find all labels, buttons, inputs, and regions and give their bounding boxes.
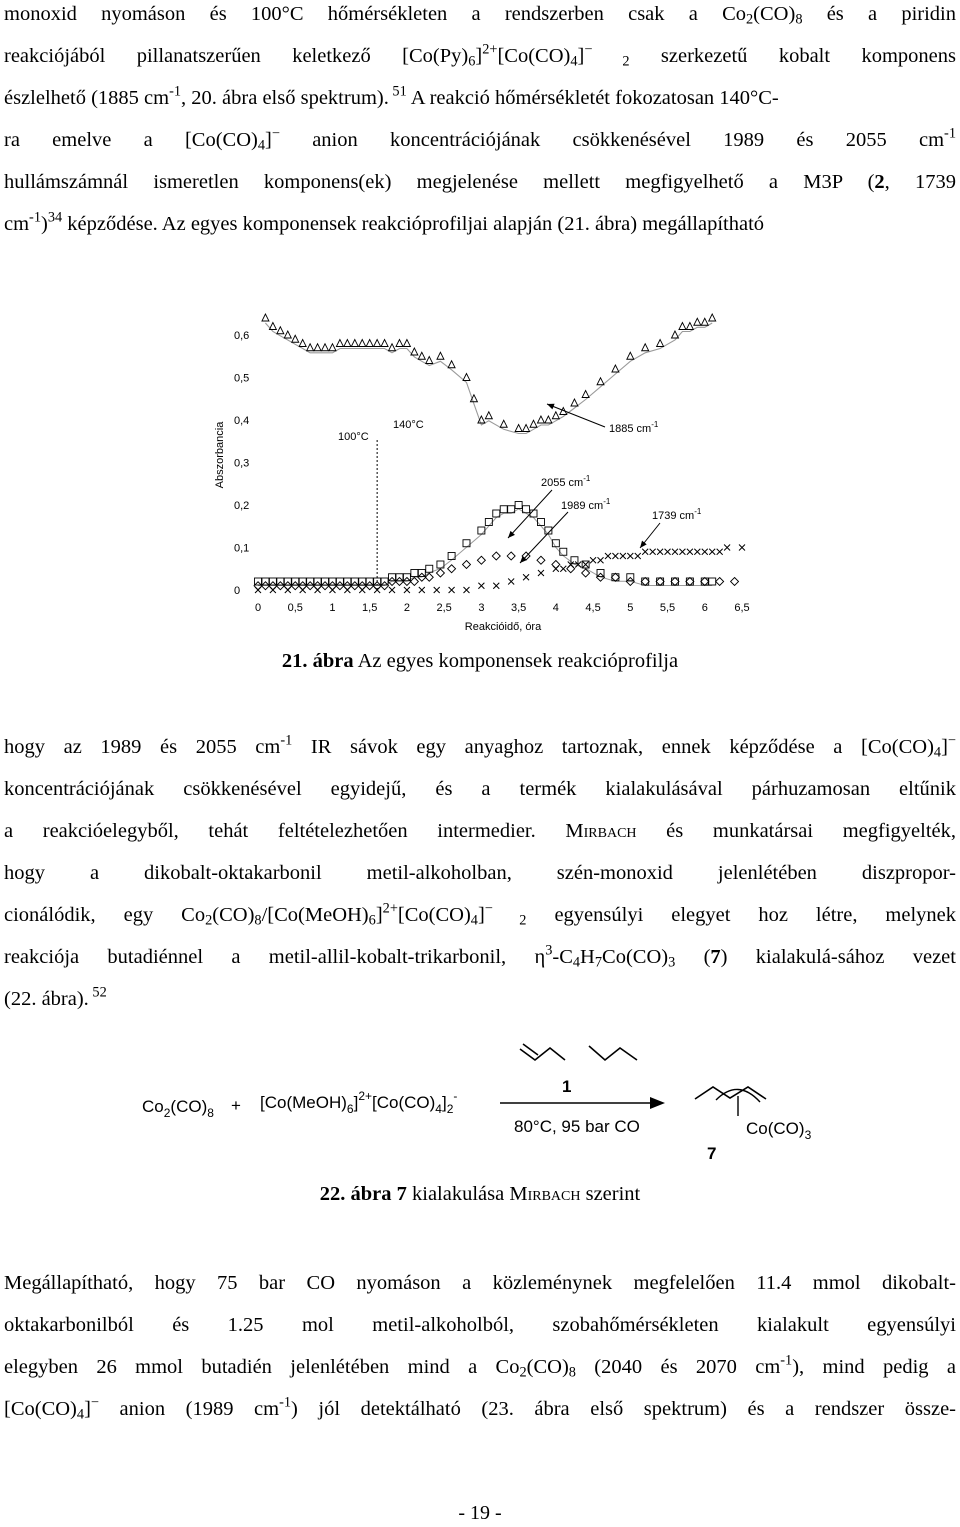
text: − — [584, 41, 593, 58]
data-point-triangle — [537, 416, 544, 423]
text: -1 — [944, 125, 956, 142]
x-tick-label: 0 — [254, 602, 262, 614]
data-point-x — [665, 549, 671, 555]
text: 4 — [470, 912, 478, 929]
text: 6 — [468, 53, 476, 70]
x-tick-label: 1,5 — [362, 602, 378, 614]
data-point-triangle — [552, 412, 559, 419]
data-point-triangle — [284, 331, 291, 338]
bottom-line-2 — [4, 1304, 956, 1346]
data-point-triangle — [571, 399, 578, 406]
text: elegyben 26 mmol butadién jelenlétében mind a Co — [4, 1356, 520, 1378]
x-tick-label: 6 — [701, 602, 708, 614]
text: ) kialakulá-sához vezet — [720, 946, 956, 968]
data-point-square — [709, 578, 716, 585]
text: (CO) — [526, 1356, 569, 1378]
middle-paragraph — [4, 726, 956, 1020]
chart-plot-area — [214, 314, 750, 633]
data-point-x — [739, 545, 745, 551]
data-point-x — [642, 549, 648, 555]
text: -1 — [279, 1394, 292, 1411]
text: 2+ — [482, 41, 498, 58]
data-point-triangle — [336, 340, 343, 347]
data-point-triangle — [597, 378, 604, 385]
data-point-triangle — [463, 374, 470, 381]
text: képződése. Az egyes komponensek reakcióprofiljai alapján (21. ábra) megállapítható — [62, 213, 765, 235]
scheme-plus: + — [231, 1096, 241, 1115]
data-point-x — [687, 549, 693, 555]
bottom-line-3 — [4, 1346, 956, 1388]
series-1885-trend-line — [265, 323, 712, 434]
text: ] — [577, 45, 585, 67]
text: [Co(CO) — [497, 45, 571, 67]
data-point-x — [508, 579, 514, 585]
text: ] — [477, 904, 485, 926]
text: -1 — [780, 1352, 793, 1369]
text: hullámszámnál ismeretlen komponens(ek) megjelenése mellett megfigyelhető a M3P ( — [4, 171, 875, 193]
data-point-x — [590, 557, 596, 563]
data-point-triangle — [374, 340, 381, 347]
annotation-140c: 140°C — [393, 419, 424, 431]
data-point-triangle — [292, 335, 299, 342]
data-point-triangle — [396, 340, 403, 347]
text: reakciója butadiénnel a metil-allil-kobalt-trikarbonil, η — [4, 946, 546, 968]
arrow-head — [650, 1097, 665, 1109]
text: ) — [41, 213, 48, 235]
data-point-square — [657, 578, 664, 585]
data-point-x — [702, 549, 708, 555]
data-point-triangle — [426, 357, 433, 364]
text: (2040 és 2070 cm — [575, 1356, 781, 1378]
data-point-x — [583, 562, 589, 568]
annotation-1885: 1885 $cm^{-1}$ — [609, 420, 659, 435]
text: hogy a dikobalt-oktakarbonil metil-alkoholban, szén-monoxid jelenlétében diszpropor- — [4, 862, 956, 884]
data-point-square — [426, 565, 433, 572]
data-point-diamond — [552, 561, 560, 569]
mid-line-5 — [4, 894, 956, 936]
data-point-triangle — [709, 314, 716, 321]
scheme-reactant-salt: $[Co(MeOH)_6]^{2+}[Co(CO)_4]_2^-$ — [260, 1089, 458, 1116]
data-point-square — [515, 502, 522, 509]
y-axis-label: Abszorbancia — [214, 421, 226, 489]
annotation-2055: 2055 $cm^{-1}$ — [541, 474, 591, 489]
data-point-x — [605, 553, 611, 559]
text: /[Co(MeOH) — [261, 904, 369, 926]
x-tick-label: 5 — [627, 602, 634, 614]
data-point-triangle — [403, 340, 410, 347]
data-point-x — [620, 553, 626, 559]
data-point-triangle — [314, 344, 321, 351]
caption-text: Az egyes komponensek reakcióprofilja — [353, 650, 679, 672]
data-point-triangle — [329, 344, 336, 351]
mid-line-1 — [4, 726, 956, 768]
data-point-x — [694, 549, 700, 555]
text: cionálódik, egy Co — [4, 904, 206, 926]
mid-line-7 — [4, 978, 956, 1020]
text: − — [90, 1394, 99, 1411]
text: 6 — [368, 912, 376, 929]
y-tick-label: 0,3 — [234, 457, 250, 470]
data-point-x — [598, 557, 604, 563]
data-point-triangle — [366, 340, 373, 347]
text: ra emelve a [Co(CO) — [4, 129, 258, 151]
data-point-triangle — [344, 340, 351, 347]
data-point-x — [419, 587, 425, 593]
text: 4 — [76, 1406, 85, 1423]
data-point-diamond — [671, 578, 679, 586]
text: anion koncentrációjának csökkenésével 1989 és 2055 cm — [279, 129, 945, 151]
data-point-triangle — [523, 425, 530, 432]
data-point-x — [300, 587, 306, 593]
text: , 20. ábra első spektrum). — [181, 87, 389, 109]
data-point-triangle — [485, 412, 492, 419]
x-tick-label: 3 — [478, 602, 485, 614]
butadiene-structure-2 — [589, 1046, 637, 1060]
page-number: - 19 - — [458, 1502, 502, 1524]
text: ] — [375, 904, 383, 926]
data-point-triangle — [351, 340, 358, 347]
text: Megállapítható, hogy 75 bar CO nyomáson a közleménynek megfelelően 11.4 mmol dikobalt- — [4, 1272, 956, 1294]
text: -1 — [29, 209, 41, 226]
data-point-square — [411, 570, 418, 577]
data-point-square — [560, 548, 567, 555]
y-tick-label: 0,5 — [234, 372, 250, 385]
mid-line-3 — [4, 810, 956, 852]
data-point-x — [724, 545, 730, 551]
data-point-diamond — [448, 565, 456, 573]
caption-text: kialakulása — [406, 1183, 510, 1205]
data-point-diamond — [686, 578, 694, 586]
data-point-x — [523, 574, 529, 580]
data-point-diamond — [656, 578, 664, 586]
data-point-x — [709, 549, 715, 555]
data-point-triangle — [545, 416, 552, 423]
mid-line-6 — [4, 936, 956, 978]
data-point-triangle — [612, 365, 619, 372]
data-point-x — [389, 587, 395, 593]
text: [Co(CO) — [4, 1398, 77, 1420]
scheme-product-label: 7 — [707, 1144, 717, 1163]
data-point-square — [537, 519, 544, 526]
data-point-diamond — [436, 569, 444, 577]
caption-label: 21. ábra — [281, 650, 354, 672]
data-point-x — [404, 587, 410, 593]
text: 8 — [795, 11, 803, 28]
text: -1 — [280, 732, 293, 749]
y-tick-label: 0 — [234, 585, 241, 597]
data-point-x — [650, 549, 656, 555]
data-point-x — [679, 549, 685, 555]
scheme-conditions: 80°C, 95 bar CO — [514, 1117, 640, 1136]
text: 2 — [746, 11, 754, 28]
y-tick-label: 0,4 — [234, 415, 250, 427]
data-point-x — [627, 553, 633, 559]
text: a reakcióelegyből, tehát feltételezhetően intermedier. — [4, 820, 566, 842]
data-point-square — [642, 578, 649, 585]
data-point-square — [478, 527, 485, 534]
text: − — [947, 732, 956, 749]
mid-line-2 — [4, 768, 956, 810]
text: ] — [475, 45, 483, 67]
mid-line-4 — [4, 852, 956, 894]
data-point-triangle — [448, 361, 455, 368]
scheme-reagent-1: 1 — [562, 1077, 572, 1096]
data-point-x — [635, 553, 641, 559]
data-point-x — [612, 553, 618, 559]
text: 52 — [88, 984, 107, 1001]
text: 3 — [545, 942, 553, 959]
annotation-100c: 100°C — [338, 431, 369, 443]
y-tick-label: 0,1 — [234, 542, 250, 555]
text: − — [271, 125, 280, 142]
data-point-triangle — [627, 352, 634, 359]
data-point-triangle — [299, 340, 306, 347]
text: 4 — [933, 744, 942, 761]
text: 8 — [254, 912, 262, 929]
text: 2 — [205, 912, 213, 929]
text: ] — [84, 1398, 91, 1420]
text: 34 — [47, 209, 63, 226]
bottom-line-1 — [4, 1262, 956, 1304]
scheme-product: $Co(CO)_3$ — [746, 1119, 812, 1142]
data-point-x — [329, 587, 335, 593]
text: (CO) — [753, 3, 796, 25]
text: -1 — [169, 83, 182, 100]
data-point-x — [315, 587, 321, 593]
text: szerkezetű kobalt komponens — [629, 45, 956, 67]
text: (CO) — [212, 904, 255, 926]
data-point-diamond — [716, 578, 724, 586]
text: hogy az 1989 és 2055 cm — [4, 736, 281, 758]
figure-21-caption — [0, 650, 960, 673]
data-point-triangle — [277, 327, 284, 334]
text: ( — [675, 946, 711, 968]
data-point-triangle — [389, 344, 396, 351]
text: 3 — [668, 954, 676, 971]
data-point-triangle — [437, 352, 444, 359]
x-tick-label: 2,5 — [436, 602, 452, 614]
annotation-1739: 1739 $cm^{-1}$ — [652, 507, 702, 522]
data-point-triangle — [530, 420, 537, 427]
text: [Co(CO) — [397, 904, 471, 926]
x-axis-label: Reakcióidő, óra — [464, 621, 542, 633]
x-tick-label: 1 — [329, 602, 336, 614]
data-point-triangle — [694, 318, 701, 325]
text: Co(CO) — [602, 946, 669, 968]
figure-22-caption — [0, 1183, 960, 1206]
x-tick-label: 6,5 — [734, 602, 750, 614]
data-point-triangle — [322, 344, 329, 351]
data-point-diamond — [701, 578, 709, 586]
scheme-reactant-co2co8: $Co_2(CO)_8$ — [142, 1097, 214, 1120]
data-point-x — [478, 583, 484, 589]
text: 7 — [594, 954, 603, 971]
bottom-line-4 — [4, 1388, 956, 1430]
text: koncentrációjának csökkenésével egyidejű, és a termék kialakulásával párhuzamosan eltűnik — [4, 778, 956, 800]
text: 2 — [492, 912, 527, 929]
text: észlelhető (1885 cm — [4, 87, 170, 109]
data-point-triangle — [701, 318, 708, 325]
data-point-x — [657, 549, 663, 555]
author-name: Mirbach — [565, 820, 637, 842]
reaction-scheme-22 — [0, 1030, 960, 1180]
text: -C — [552, 946, 573, 968]
butadiene-structure — [520, 1048, 565, 1060]
data-point-diamond — [731, 578, 739, 586]
data-point-x — [434, 587, 440, 593]
data-point-square — [686, 578, 693, 585]
y-tick-label: 0,6 — [234, 330, 250, 342]
data-point-x — [285, 587, 291, 593]
text: − — [484, 900, 493, 917]
data-point-x — [270, 587, 276, 593]
data-point-diamond — [537, 556, 545, 564]
data-point-x — [493, 583, 499, 589]
y-tick-label: 0,2 — [234, 500, 250, 512]
text: ) jól detektálható (23. ábra első spektrum) és a rendszer össze- — [291, 1398, 956, 1420]
reaction-profile-chart — [0, 0, 960, 660]
text: H — [580, 946, 595, 968]
data-point-square — [671, 578, 678, 585]
data-point-square — [701, 578, 708, 585]
data-point-x — [672, 549, 678, 555]
text: ] — [941, 736, 948, 758]
x-tick-label: 0,5 — [287, 602, 303, 614]
data-point-triangle — [515, 425, 522, 432]
author-name: Mirbach — [509, 1183, 581, 1205]
data-point-triangle — [642, 344, 649, 351]
data-point-triangle — [582, 391, 589, 398]
compound-ref: 7 — [710, 946, 721, 968]
data-point-diamond — [462, 561, 470, 569]
data-point-x — [463, 587, 469, 593]
x-tick-label: 4,5 — [585, 602, 601, 614]
data-point-diamond — [567, 565, 575, 573]
data-point-x — [560, 566, 566, 572]
data-point-triangle — [686, 323, 693, 330]
data-point-x — [538, 570, 544, 576]
data-point-diamond — [492, 552, 500, 560]
data-point-x — [344, 587, 350, 593]
text: ] — [265, 129, 272, 151]
text: 4 — [572, 954, 581, 971]
text: 4 — [570, 53, 578, 70]
x-tick-label: 3,5 — [510, 602, 527, 614]
text: oktakarbonilból és 1.25 mol metil-alkoholból, szobahőmérsékleten kialakult egyensúlyi — [4, 1314, 956, 1336]
text: cm — [4, 213, 30, 235]
data-point-x — [255, 587, 261, 593]
text: egyensúlyi elegyet hoz létre, melynek — [526, 904, 956, 926]
text: 2 — [519, 1364, 527, 1381]
data-point-square — [485, 519, 492, 526]
data-point-triangle — [657, 340, 664, 347]
x-tick-label: 2 — [403, 602, 410, 614]
data-point-x — [717, 549, 723, 555]
data-point-x — [449, 587, 455, 593]
text: 51 — [388, 83, 407, 100]
data-point-triangle — [359, 340, 366, 347]
data-point-square — [612, 574, 619, 581]
annotation-1739-arrow-head — [640, 541, 647, 548]
data-point-x — [374, 587, 380, 593]
text: reakciójából pillanatszerűen keletkező [Co(Py) — [4, 45, 469, 67]
text: (22. ábra). — [4, 988, 89, 1010]
annotation-1885-arrow-head — [547, 404, 555, 410]
data-point-diamond — [477, 556, 485, 564]
data-point-x — [553, 566, 559, 572]
bottom-paragraph — [4, 1262, 956, 1430]
text: IR sávok egy anyaghoz tartoznak, ennek képződése a [Co(CO) — [292, 736, 934, 758]
text: 8 — [568, 1364, 576, 1381]
text: és a piridin — [802, 3, 956, 25]
data-point-square — [500, 506, 507, 513]
text: monoxid nyomáson és 100°C hőmérsékleten a rendszerben csak a Co — [4, 3, 746, 25]
data-point-triangle — [262, 314, 269, 321]
data-point-x — [359, 587, 365, 593]
text: , 1739 — [884, 171, 956, 193]
data-point-triangle — [381, 340, 388, 347]
x-tick-label: 4 — [552, 602, 559, 614]
data-point-diamond — [507, 552, 515, 560]
text: 4 — [257, 137, 266, 154]
x-tick-label: 5,5 — [659, 602, 676, 614]
text: 2+ — [382, 900, 398, 917]
data-point-triangle — [500, 420, 507, 427]
text: A reakció hőmérsékletét fokozatosan 140°C- — [406, 87, 779, 109]
data-point-triangle — [418, 352, 425, 359]
compound-ref: 2 — [874, 171, 885, 193]
text: anion (1989 cm — [98, 1398, 280, 1420]
text: és munkatársai megfigyelték, — [636, 820, 956, 842]
annotation-1989: 1989 $cm^{-1}$ — [561, 497, 611, 512]
text: ), mind pedig a — [792, 1356, 956, 1378]
data-point-triangle — [679, 323, 686, 330]
caption-text: szerint — [580, 1183, 641, 1205]
caption-label: 22. ábra 7 — [319, 1183, 407, 1205]
data-point-triangle — [307, 344, 314, 351]
text: 2 — [592, 53, 630, 70]
